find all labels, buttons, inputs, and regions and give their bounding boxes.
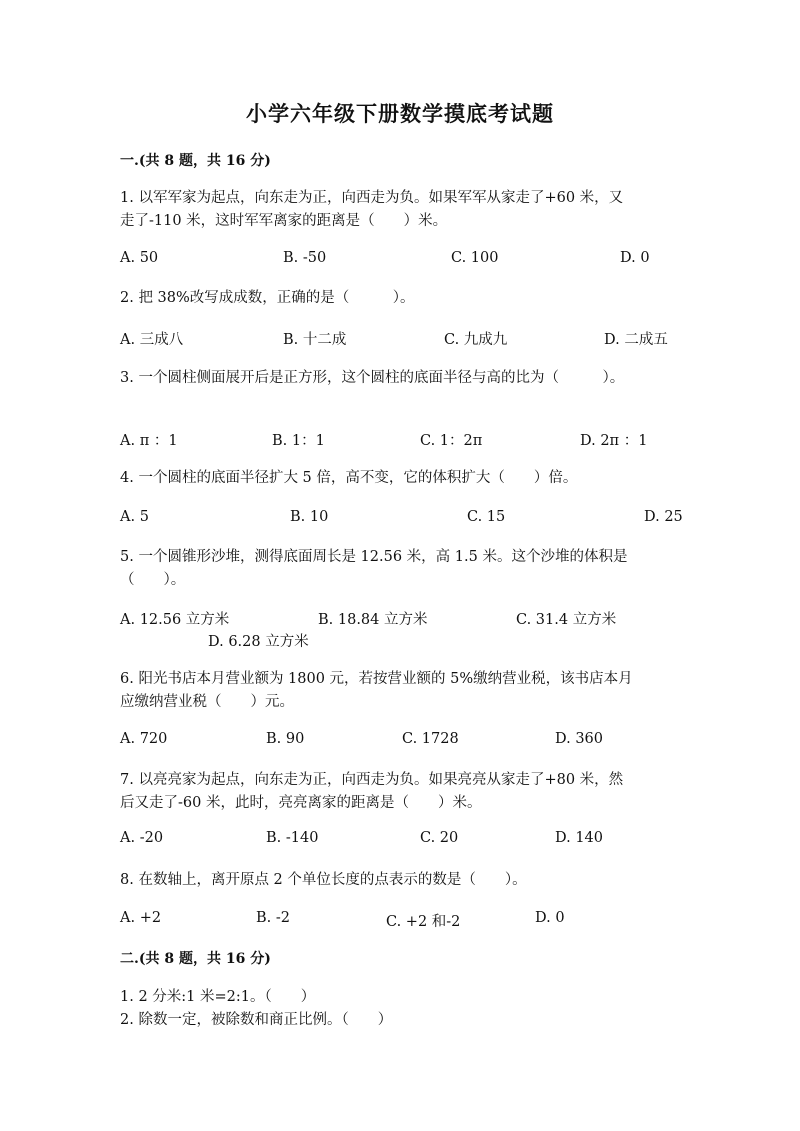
question-1-line-2: 走了-110 米，这时军军离家的距离是（ ）米。 bbox=[120, 213, 448, 229]
true-false-1: 1. 2 分米:1 米=2:1。（ ） bbox=[120, 989, 316, 1005]
question-1-line-1: 1. 以军军家为起点，向东走为正，向西走为负。如果军军从家走了+60 米，又 bbox=[120, 190, 624, 206]
q4-option-c: C. 15 bbox=[467, 509, 506, 525]
q4-option-a: A. 5 bbox=[120, 509, 149, 525]
true-false-2: 2. 除数一定，被除数和商正比例。（ ） bbox=[120, 1012, 393, 1028]
q3-option-a: A. π ：1 bbox=[120, 433, 178, 449]
q3-option-c: C. 1：2π bbox=[420, 433, 483, 449]
question-6-line-2: 应缴纳营业税（ ）元。 bbox=[120, 694, 294, 710]
q3-option-b: B. 1：1 bbox=[272, 433, 325, 449]
q5-option-c: C. 31.4 立方米 bbox=[516, 612, 617, 628]
question-3: 3. 一个圆柱侧面展开后是正方形，这个圆柱的底面半径与高的比为（ ）。 bbox=[120, 370, 625, 386]
question-5-line-2: （ ）。 bbox=[120, 572, 186, 588]
q2-option-b: B. 十二成 bbox=[283, 332, 347, 348]
question-5-line-1: 5. 一个圆锥形沙堆，测得底面周长是 12.56 米，高 1.5 米。这个沙堆的体积是 bbox=[120, 549, 628, 565]
section-heading-1: 一.(共 8 题，共 16 分) bbox=[120, 153, 271, 169]
q6-option-d: D. 360 bbox=[555, 731, 604, 747]
q8-option-b: B. -2 bbox=[256, 910, 290, 926]
page-title: 小学六年级下册数学摸底考试题 bbox=[246, 101, 554, 126]
q6-option-b: B. 90 bbox=[266, 731, 305, 747]
q7-option-a: A. -20 bbox=[120, 830, 164, 846]
q7-option-d: D. 140 bbox=[555, 830, 604, 846]
q2-option-a: A. 三成八 bbox=[120, 332, 184, 348]
q2-option-d: D. 二成五 bbox=[604, 332, 668, 348]
q6-option-a: A. 720 bbox=[120, 731, 168, 747]
q1-option-a: A. 50 bbox=[120, 250, 159, 266]
q4-option-d: D. 25 bbox=[644, 509, 683, 525]
q6-option-c: C. 1728 bbox=[402, 731, 459, 747]
q8-option-c: C. +2 和-2 bbox=[386, 914, 461, 930]
q4-option-b: B. 10 bbox=[290, 509, 329, 525]
q1-option-b: B. -50 bbox=[283, 250, 327, 266]
question-4: 4. 一个圆柱的底面半径扩大 5 倍，高不变，它的体积扩大（ ）倍。 bbox=[120, 470, 578, 486]
q5-option-d: D. 6.28 立方米 bbox=[208, 634, 309, 650]
q5-option-b: B. 18.84 立方米 bbox=[318, 612, 428, 628]
section-heading-2: 二.(共 8 题，共 16 分) bbox=[120, 951, 271, 967]
q3-option-d: D. 2π ：1 bbox=[580, 433, 648, 449]
q2-option-c: C. 九成九 bbox=[444, 332, 508, 348]
question-7-line-2: 后又走了-60 米，此时，亮亮离家的距离是（ ）米。 bbox=[120, 795, 482, 811]
q5-option-a: A. 12.56 立方米 bbox=[120, 612, 230, 628]
q1-option-d: D. 0 bbox=[620, 250, 650, 266]
q1-option-c: C. 100 bbox=[451, 250, 499, 266]
question-2: 2. 把 38%改写成成数，正确的是（ ）。 bbox=[120, 290, 415, 306]
q8-option-a: A. +2 bbox=[120, 910, 162, 926]
q8-option-d: D. 0 bbox=[535, 910, 565, 926]
question-7-line-1: 7. 以亮亮家为起点，向东走为正，向西走为负。如果亮亮从家走了+80 米，然 bbox=[120, 772, 624, 788]
question-6-line-1: 6. 阳光书店本月营业额为 1800 元，若按营业额的 5%缴纳营业税，该书店本月 bbox=[120, 671, 633, 687]
q7-option-c: C. 20 bbox=[420, 830, 459, 846]
q7-option-b: B. -140 bbox=[266, 830, 319, 846]
question-8: 8. 在数轴上，离开原点 2 个单位长度的点表示的数是（ ）。 bbox=[120, 872, 527, 888]
